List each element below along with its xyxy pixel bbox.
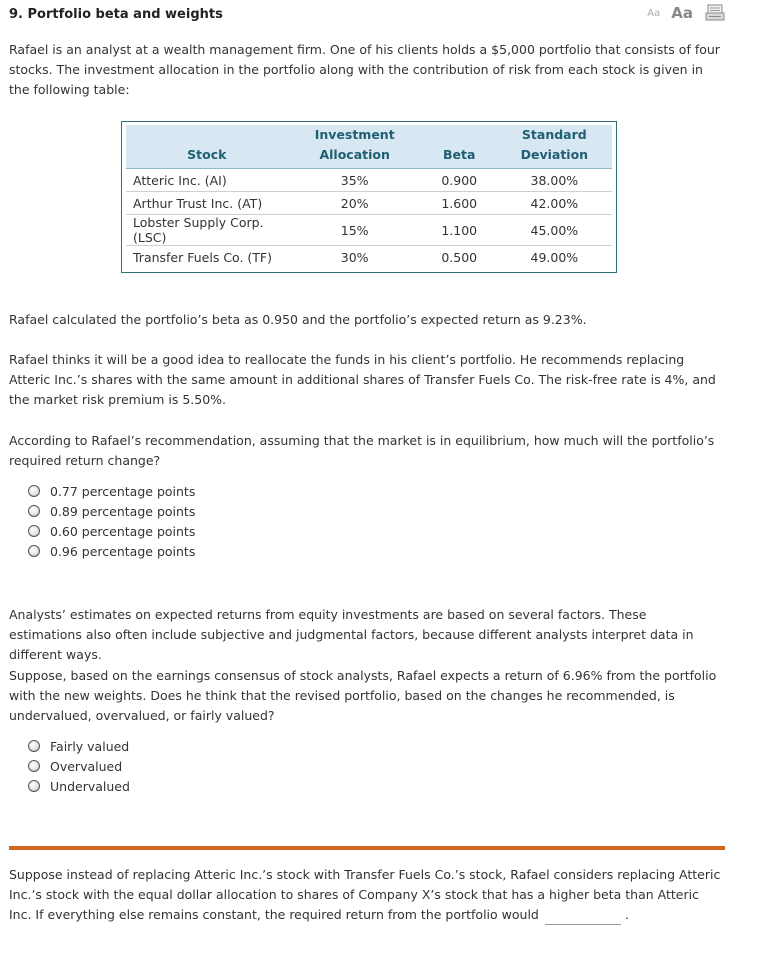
cell-beta: 0.500 — [441, 249, 478, 265]
option-item[interactable] — [28, 521, 195, 541]
calc-paragraph: Rafael calculated the portfolio’s beta as 0.950 and the portfolio’s expected return as 9.23%. — [9, 312, 587, 327]
question-1-options — [28, 481, 195, 561]
option-label: 0.77 percentage points — [50, 483, 196, 499]
portfolio-table — [126, 125, 612, 268]
cell-allocation: 20% — [288, 192, 422, 215]
cell-allocation: 30% — [340, 249, 369, 265]
intro-paragraph: Rafael is an analyst at a wealth management firm. One of his clients holds a $5,000 portfolio that consists of four stocks. The investment allocation in the portfolio along with the contribution of risk from each stock is given in the following table: — [9, 42, 720, 97]
toolbar — [647, 4, 725, 22]
question-header — [9, 0, 725, 34]
header-allocation: Investment Allocation — [288, 125, 422, 169]
question-3-end-punct: . — [624, 907, 629, 922]
table-row — [126, 215, 612, 246]
cell-allocation: 35% — [288, 169, 422, 192]
question-3-text: Suppose instead of replacing Atteric Inc.’s stock with Transfer Fuels Co.’s stock, Rafael considers replacing Atteric Inc.’s stock with the equal dollar allocation to shares of Company X’s stock that has a higher beta than Atteric Inc. If everything else remains constant, the required return from the portfolio would — [9, 867, 721, 922]
radio-button[interactable] — [28, 780, 40, 792]
cell-standard-deviation: 45.00% — [497, 215, 612, 246]
question-3-paragraph — [9, 865, 725, 925]
option-label: 0.60 percentage points — [50, 523, 196, 539]
option-label: Overvalued — [50, 758, 123, 774]
cell-standard-deviation: 38.00% — [497, 169, 612, 192]
question-2-text: Suppose, based on the earnings consensus of stock analysts, Rafael expects a return of 6.96% from the portfolio with the new weights. Does he think that the revised portfolio, based on the changes he recommended, is undervalued, overvalued, or fairly valued? — [9, 668, 717, 723]
option-item[interactable] — [28, 756, 130, 776]
cell-stock: Transfer Fuels Co. (TF) — [133, 249, 272, 265]
question-title: 9. Portfolio beta and weights — [9, 7, 223, 22]
header-standard-deviation: Standard Deviation — [497, 125, 612, 169]
cell-beta: 1.600 — [422, 192, 497, 215]
radio-button[interactable] — [28, 485, 40, 497]
option-label: 0.96 percentage points — [50, 543, 196, 559]
section-divider — [9, 846, 725, 850]
font-size-large-button[interactable]: Aa — [671, 4, 693, 22]
cell-standard-deviation: 49.00% — [530, 249, 579, 265]
header-stock: Stock — [126, 125, 288, 169]
cell-stock: Lobster Supply Corp. (LSC) — [126, 215, 288, 246]
radio-button[interactable] — [28, 525, 40, 537]
option-item[interactable] — [28, 736, 130, 756]
option-label: Undervalued — [50, 778, 130, 794]
radio-button[interactable] — [28, 545, 40, 557]
analyst-paragraph: Analysts’ estimates on expected returns from equity investments are based on several factors. These estimations also often include subjective and judgmental factors, because different analysts interpret data in different ways. — [9, 607, 694, 662]
option-label: Fairly valued — [50, 738, 130, 754]
radio-button[interactable] — [28, 740, 40, 752]
option-item[interactable] — [28, 501, 195, 521]
option-item[interactable] — [28, 481, 195, 501]
cell-stock: Atteric Inc. (AI) — [126, 169, 288, 192]
radio-button[interactable] — [28, 505, 40, 517]
cell-beta: 0.900 — [422, 169, 497, 192]
table-row — [126, 169, 612, 192]
table-row — [126, 192, 612, 215]
cell-standard-deviation: 42.00% — [497, 192, 612, 215]
cell-allocation: 15% — [288, 215, 422, 246]
option-item[interactable] — [28, 541, 195, 561]
cell-beta: 1.100 — [422, 215, 497, 246]
table-header-row — [126, 125, 612, 169]
print-icon[interactable] — [705, 4, 725, 22]
question-1-text: According to Rafael’s recommendation, assuming that the market is in equilibrium, how much will the portfolio’s required return change? — [9, 433, 715, 468]
recommendation-paragraph: Rafael thinks it will be a good idea to reallocate the funds in his client’s portfolio. He recommends replacing Atteric Inc.’s shares with the same amount in additional shares of Transfer Fuels Co. The risk-free rate is 4%, and the market risk premium is 5.50%. — [9, 352, 716, 407]
answer-dropdown[interactable] — [545, 910, 621, 925]
portfolio-table-container — [121, 121, 617, 273]
table-row — [126, 246, 612, 269]
question-page — [9, 0, 725, 922]
option-item[interactable] — [28, 776, 130, 796]
header-beta: Beta — [422, 125, 497, 169]
radio-button[interactable] — [28, 760, 40, 772]
cell-stock: Arthur Trust Inc. (AT) — [126, 192, 288, 215]
question-2-options — [28, 736, 130, 796]
option-label: 0.89 percentage points — [50, 503, 196, 519]
font-size-small-button[interactable]: Aa — [647, 7, 661, 19]
